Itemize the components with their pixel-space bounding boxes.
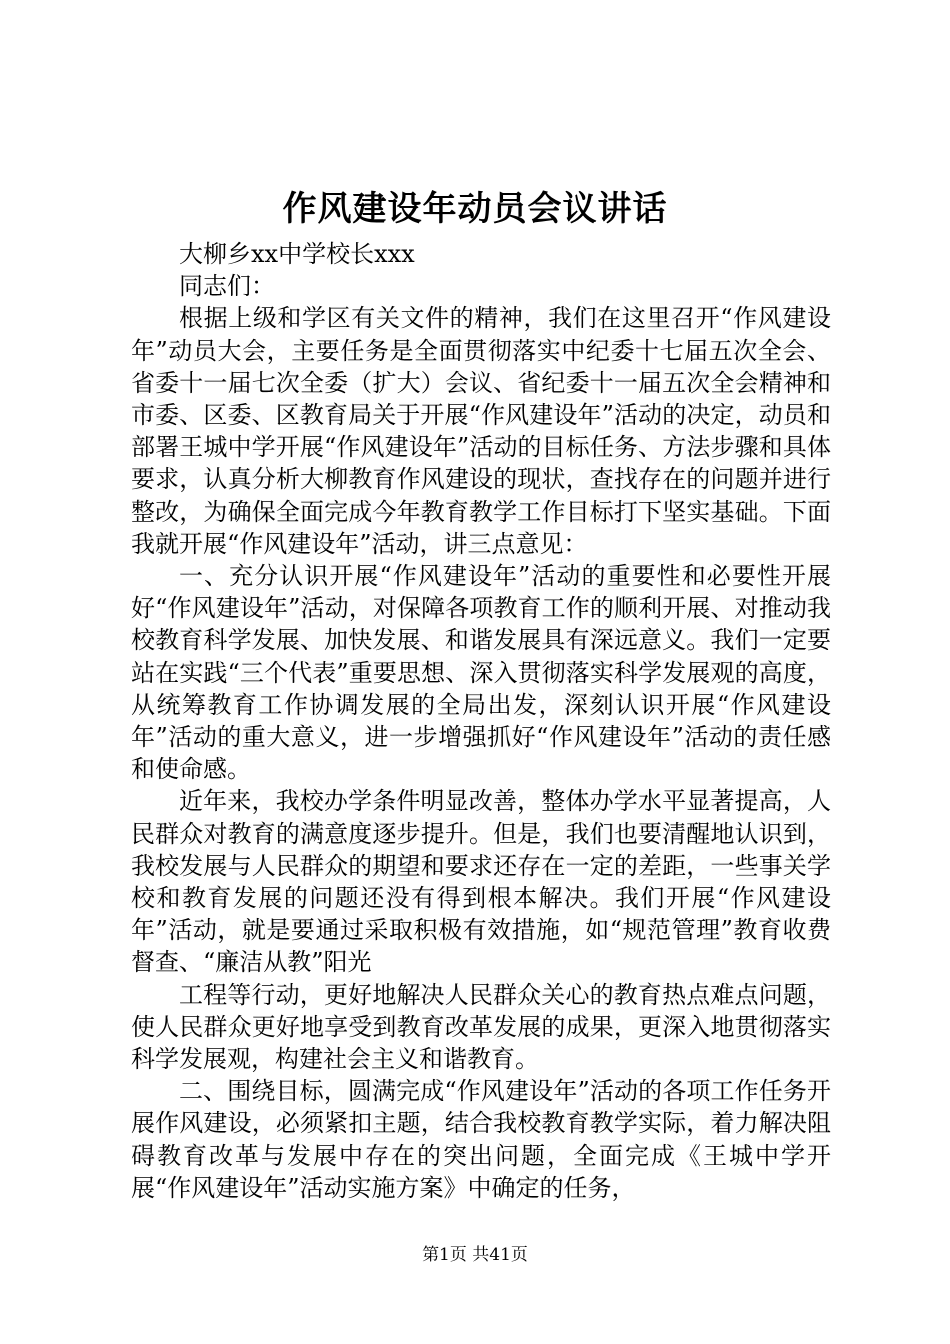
paragraph-section-one: 一、充分认识开展“作风建设年”活动的重要性和必要性开展好“作风建设年”活动，对保障各项教育工作的顺利开展、对推动我校教育科学发展、加快发展、和谐发展具有深远意义。我们一定要站在实践“三个代表”重要思想、深入贯彻落实科学发展观的高度，从统筹教育工作协调发展的全局出发，深刻认识开展“作风建设年”活动的重大意义，进一步增强抓好“作风建设年”活动的责任感和使命感。 <box>131 562 831 784</box>
paragraph-continuation: 工程等行动，更好地解决人民群众关心的教育热点难点问题，使人民群众更好地享受到教育改革发展的成果，更深入地贯彻落实科学发展观，构建社会主义和谐教育。 <box>131 980 831 1074</box>
paragraph-section-two: 二、围绕目标，圆满完成“作风建设年”活动的各项工作任务开展作风建设，必须紧扣主题，结合我校教育教学实际，着力解决阻碍教育改革与发展中存在的突出问题，全面完成《王城中学开展“作风建设年”活动实施方案》中确定的任务， <box>131 1077 831 1202</box>
salutation: 同志们： <box>179 272 275 301</box>
document-title: 作风建设年动员会议讲话 <box>282 189 668 229</box>
author-line: 大柳乡xx中学校长xxx <box>179 240 415 268</box>
paragraph-intro: 根据上级和学区有关文件的精神，我们在这里召开“作风建设年”动员大会，主要任务是全面贯彻落实中纪委十七届五次全会、省委十一届七次全委（扩大）会议、省纪委十一届五次全会精神和市委、区委、区教育局关于开展“作风建设年”活动的决定，动员和部署王城中学开展“作风建设年”活动的目标任务、方法步骤和具体要求，认真分析大柳教育作风建设的现状，查找存在的问题并进行整改，为确保全面完成今年教育教学工作目标打下坚实基础。下面我就开展“作风建设年”活动，讲三点意见： <box>131 304 831 558</box>
paragraph-recent-years: 近年来，我校办学条件明显改善，整体办学水平显著提高，人民群众对教育的满意度逐步提升。但是，我们也要清醒地认识到，我校发展与人民群众的期望和要求还存在一定的差距，一些事关学校和教育发展的问题还没有得到根本解决。我们开展“作风建设年”活动，就是要通过采取积极有效措施，如“规范管理”教育收费督查、“廉洁从教”阳光 <box>131 787 831 977</box>
page-footer: 第1页 共41页 <box>422 1245 528 1265</box>
document-body <box>131 238 831 1204</box>
